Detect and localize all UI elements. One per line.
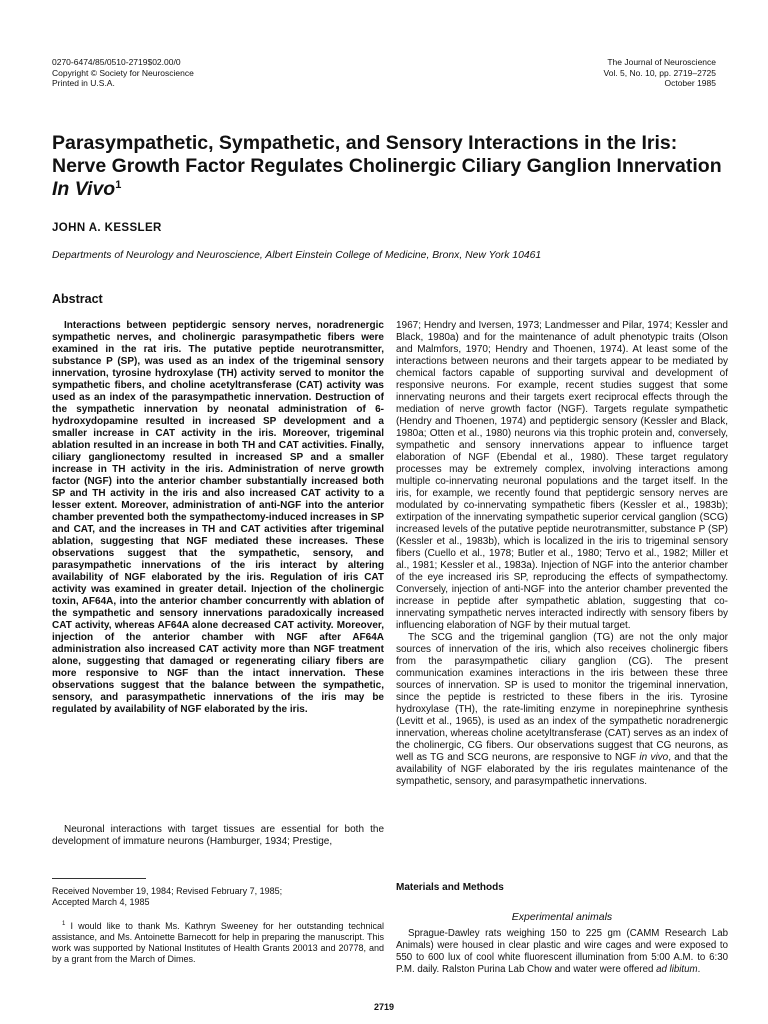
title-italic: In Vivo bbox=[52, 178, 116, 200]
page-number: 2719 bbox=[373, 1002, 395, 1012]
copyright-line: Copyright © Society for Neuroscience bbox=[52, 67, 194, 78]
left-column bbox=[52, 320, 384, 716]
journal-header-right bbox=[604, 57, 716, 89]
methods-heading: Materials and Methods bbox=[396, 882, 504, 893]
p2-text: The SCG and the trigeminal ganglion (TG) are not the only major sources of innervation of the iris, which also receives cholinergic fibers from the parasympathetic ciliary ganglion (CG). The present communication examines interactions in the iris between these three sources of innervation. SP is used to monitor the trigeminal innervation, since the peptide is restricted to these fibers in the iris. Tyrosine hydroxylase (TH), the rate-limiting enzyme in norepinephrine synthesis (Levitt et al., 1965), is used as an index of the sympathetic noradrenergic innervation, whereas choline acetyltransferase (CAT) serves as an index of the cholinergic, CG fibers. Our observations suggest that CG neurons, as well as TG and SCG neurons, are responsive to NGF bbox=[396, 632, 728, 763]
acknowledgement-footnote bbox=[52, 921, 384, 965]
date-line: October 1985 bbox=[664, 78, 716, 88]
received-dates bbox=[52, 886, 384, 908]
methods-text: Sprague-Dawley rats weighing 150 to 225 gm (CAMM Research Lab Animals) were housed in clear plastic and wire cages and were exposed to 550 to 600 lux of cool white fluorescent illumination from 5:00 A.M. to 6:30 P.M. daily. Ralston Purina Lab Chow and water were offered bbox=[396, 928, 728, 975]
article-title bbox=[52, 132, 732, 201]
footnote-rule bbox=[52, 878, 146, 879]
p2-italic: in vivo bbox=[639, 752, 669, 763]
intro-continued-paragraph: 1967; Hendry and Iversen, 1973; Landmesser and Pilar, 1974; Kessler and Black, 1980a) and for the maintenance of adult phenotypic traits (Olson and Malmfors, 1970; Hendry and Thoenen, 1974). At least some of the interactions between neurons and their targets appear to be mediated by chemical factors capable of supporting survival and development of responsive neurons. For example, recent studies suggest that some innervating neurons and their targets exert reciprocal effects through the mediation of nerve growth factor (NGF). Targets regulate sympathetic (Hendry and Thoenen, 1974) and peptidergic sensory (Kessler and Black, 1980a; Otten et al., 1980) neurons via this trophic protein and, conversely, sympathetic and sensory innervations appear to influence target elaboration of NGF (Ebendal et al., 1980). These target regulatory processes may be extremely complex, involving interactions among multiple co-innervating neuronal populations and the target itself. In the iris, for example, we recently found that peptidergic sensory nerves are modulated by co-innervating sympathetic fibers (Kessler et al., 1983b); extirpation of the innervating sympathetic superior cervical ganglion (SCG) increased levels of the putative peptide neurotransmitter, substance P (SP) (Kessler et al., 1983b), which is localized in the iris to trigeminal sensory fibers (Cuello et al., 1978; Butler et al., 1980; Tervo et al., 1982; Miller et al., 1981; Kessler et al., 1983a). Injection of NGF into the anterior chamber of the eye increased iris SP, reproducing the effects of sympathectomy. Conversely, injection of anti-NGF into the anterior chamber prevented the increase in peptide after sympathetic ablation, suggesting that co-innervating sympathetic nerves interacted indirectly with sensory fibers by influencing elaboration of NGF by their mutual target. bbox=[396, 320, 728, 631]
right-column bbox=[396, 320, 728, 788]
printed-line: Printed in U.S.A. bbox=[52, 78, 115, 88]
intro-paragraph: Neuronal interactions with target tissues are essential for both the development of immature neurons (Hamburger, 1934; Prestige, bbox=[52, 824, 384, 847]
received-line: Received November 19, 1984; Revised February 7, 1985; bbox=[52, 886, 283, 896]
title-footnote-mark: 1 bbox=[115, 179, 122, 191]
intro-second-paragraph bbox=[396, 632, 728, 788]
journal-name: The Journal of Neuroscience bbox=[607, 57, 716, 67]
title-main: Parasympathetic, Sympathetic, and Sensory Interactions in the Iris: Nerve Growth Factor Regulates Cholinergic Ciliary Ganglion Innervation bbox=[52, 132, 722, 177]
experimental-animals-heading: Experimental animals bbox=[511, 911, 613, 923]
volume-line: Vol. 5, No. 10, pp. 2719–2725 bbox=[603, 67, 716, 78]
author-name: JOHN A. KESSLER bbox=[52, 222, 162, 234]
abstract-heading: Abstract bbox=[52, 292, 103, 306]
affiliation: Departments of Neurology and Neuroscience, Albert Einstein College of Medicine, Bronx, New York 10461 bbox=[52, 250, 542, 261]
methods-end: . bbox=[697, 964, 701, 975]
journal-header-left bbox=[52, 57, 194, 89]
accepted-line: Accepted March 4, 1985 bbox=[52, 897, 150, 907]
methods-italic: ad libitum bbox=[656, 964, 698, 975]
acknowledgement-text: I would like to thank Ms. Kathryn Sweeney for her outstanding technical assistance, and Ms. Antoinette Barnecott for help in preparing the manuscript. This work was supported by National Institutes of Health Grants 20013 and 20778, and by a grant from the March of Dimes. bbox=[52, 921, 384, 964]
abstract-text: Interactions between peptidergic sensory nerves, noradrenergic sympathetic nerves, and cholinergic parasympathetic fibers were examined in the rat iris. The putative peptide neurotransmitter, substance P (SP), was used as an index of the trigeminal sensory innervation, tyrosine hydroxylase (TH) activity served to monitor the sympathetic fibers, and choline acetyltransferase (CAT) activity was used as an index of the parasympathetic innervation. Destruction of the sympathetic innervation by neonatal administration of 6-hydroxydopamine resulted in increased SP development and a smaller increase in CAT activity in the iris. Moreover, trigeminal ablation resulted in an increase in both TH and CAT activities. Finally, ciliary ganglionectomy resulted in increased SP and a smaller increase in TH activity in the iris. Administration of nerve growth factor (NGF) into the anterior chamber substantially increased both SP and TH activity in the iris and also increased CAT activity to a lesser extent. Moreover, administration of anti-NGF into the anterior chamber prevented both the sympathectomy-induced increases in SP and CAT, and the increases in TH and CAT activities after trigeminal ablation, suggesting that NGF mediated these increases. These observations suggest that the sympathetic, sensory, and parasympathetic innervations of the iris interact by altering availability of NGF elaborated by the iris. Regulation of iris CAT activity was examined in greater detail. Injection of the cholinergic toxin, AF64A, into the anterior chamber concurrently with ablation of the sympathetic and sensory innervations paradoxically increased CAT activity, whereas AF64A alone decreased CAT activity. Moreover, injection of the anterior chamber with NGF after AF64A administration also increased CAT activity more than NGF treatment alone, suggesting that damaged or regenerating ciliary fibers are more responsive to NGF than the intact innervation. These observations suggest that the balance between the sympathetic, sensory, and parasympathetic innervations of the iris may be regulated by availability of NGF elaborated by the iris. bbox=[52, 320, 384, 715]
experimental-animals-text bbox=[396, 928, 728, 976]
p2-end: , and that the availability of NGF elaborated by the iris regulates maintenance of the sympathetic, sensory, and parasympathetic innervations. bbox=[396, 752, 728, 787]
footnote-mark: 1 bbox=[62, 921, 66, 927]
issn-line: 0270-6474/85/0510-2719$02.00/0 bbox=[52, 57, 181, 67]
